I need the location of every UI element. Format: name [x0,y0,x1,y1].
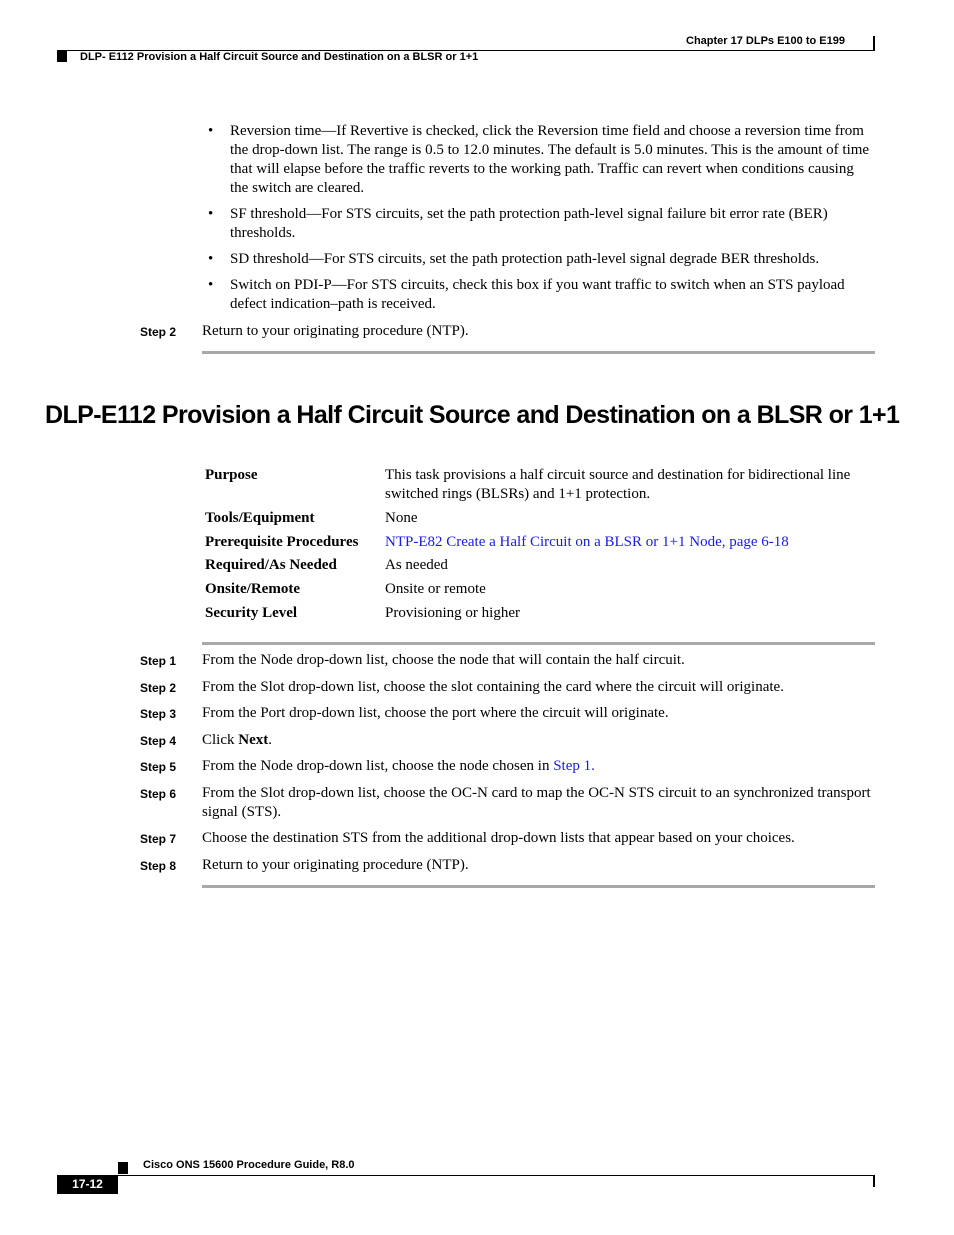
section-header: DLP- E112 Provision a Half Circuit Source and Destination on a BLSR or 1+1 [80,51,479,63]
section-end-rule [202,351,875,354]
bullet-dot: • [208,277,214,293]
bullet-text: SD threshold—For STS circuits, set the path protection path-level signal degrade BER thresholds. [230,251,820,267]
steps-end-rule [202,885,875,888]
step-text-post: . [591,758,595,774]
step-text: Return to your originating procedure (NTP). [202,323,469,339]
step-text: From the Port drop-down list, choose the port where the circuit will originate. [202,705,669,721]
step-label: Step 4 [140,734,177,748]
step-label: Step 6 [140,787,177,801]
bullet-sd-threshold [208,250,875,269]
step-label: Step 7 [140,832,177,846]
footer-black-marker [118,1162,128,1174]
bullet-dot: • [208,123,214,139]
step-label: Step 5 [140,760,177,774]
step-text: From the Slot drop-down list, choose the slot containing the card where the circuit will originate. [202,679,784,695]
header-right-tick [873,36,875,50]
tools-value: None [385,510,418,526]
step-text-pre: From the Node drop-down list, choose the node chosen in [202,758,554,774]
footer-guide-title: Cisco ONS 15600 Procedure Guide, R8.0 [143,1159,355,1171]
step-text-pre: Click [202,732,239,748]
purpose-value: This task provisions a half circuit source and destination for bidirectional line switched rings (BLSRs) and 1+1 protection. [385,467,851,502]
step-text [202,757,874,776]
step-text-post: . [268,732,272,748]
bullet-sf-threshold [208,205,875,243]
step-text: Choose the destination STS from the additional drop-down lists that appear based on your choices. [202,830,795,846]
step-text [202,731,874,750]
step-text: Return to your originating procedure (NTP). [202,857,469,873]
onsite-value: Onsite or remote [385,581,486,597]
header-black-marker [57,50,67,62]
chapter-header: Chapter 17 DLPs E100 to E199 [686,35,845,47]
prereq-label: Prerequisite Procedures [205,534,359,550]
step-label: Step 8 [140,859,177,873]
onsite-label: Onsite/Remote [205,581,300,597]
next-button-ref: Next [238,732,269,748]
step-text: From the Node drop-down list, choose the node that will contain the half circuit. [202,652,685,668]
step-text: From the Slot drop-down list, choose the OC-N card to map the OC-N STS circuit to an synchronized transport signal (STS). [202,785,871,820]
bullet-text: Switch on PDI-P—For STS circuits, check this box if you want traffic to switch when an STS payload defect indication–path is received. [230,277,845,312]
bullet-text: SF threshold—For STS circuits, set the path protection path-level signal failure bit error rate (BER) thresholds. [230,206,828,241]
required-label: Required/As Needed [205,557,337,573]
footer-right-tick [873,1175,875,1187]
step-label: Step 2 [140,325,177,339]
bullet-reversion-time [208,122,875,198]
bullet-switch-on-pdi [208,276,875,314]
page-title: DLP-E112 Provision a Half Circuit Source and Destination on a BLSR or 1+1 [45,401,900,429]
purpose-label: Purpose [205,467,258,483]
bullet-dot: • [208,251,214,267]
security-value: Provisioning or higher [385,605,520,621]
step-label: Step 2 [140,681,177,695]
step-label: Step 3 [140,707,177,721]
bullet-dot: • [208,206,214,222]
step-1-link[interactable]: Step 1 [553,758,592,774]
table-end-rule [202,642,875,645]
security-label: Security Level [205,605,298,621]
page-number-badge: 17-12 [57,1175,118,1194]
step-label: Step 1 [140,654,177,668]
required-value: As needed [385,557,448,573]
prereq-link[interactable]: NTP-E82 Create a Half Circuit on a BLSR or 1+1 Node, page 6-18 [385,534,789,550]
bullet-text: Reversion time—If Revertive is checked, click the Reversion time field and choose a reversion time from the drop-down list. The range is 0.5 to 12.0 minutes. The default is 5.0 minutes. This is the amount of time that will elapse before the traffic reverts to the working path. Traffic can revert when conditions causing the switch are cleared. [230,123,870,196]
tools-label: Tools/Equipment [205,510,315,526]
footer-rule [57,1175,875,1176]
